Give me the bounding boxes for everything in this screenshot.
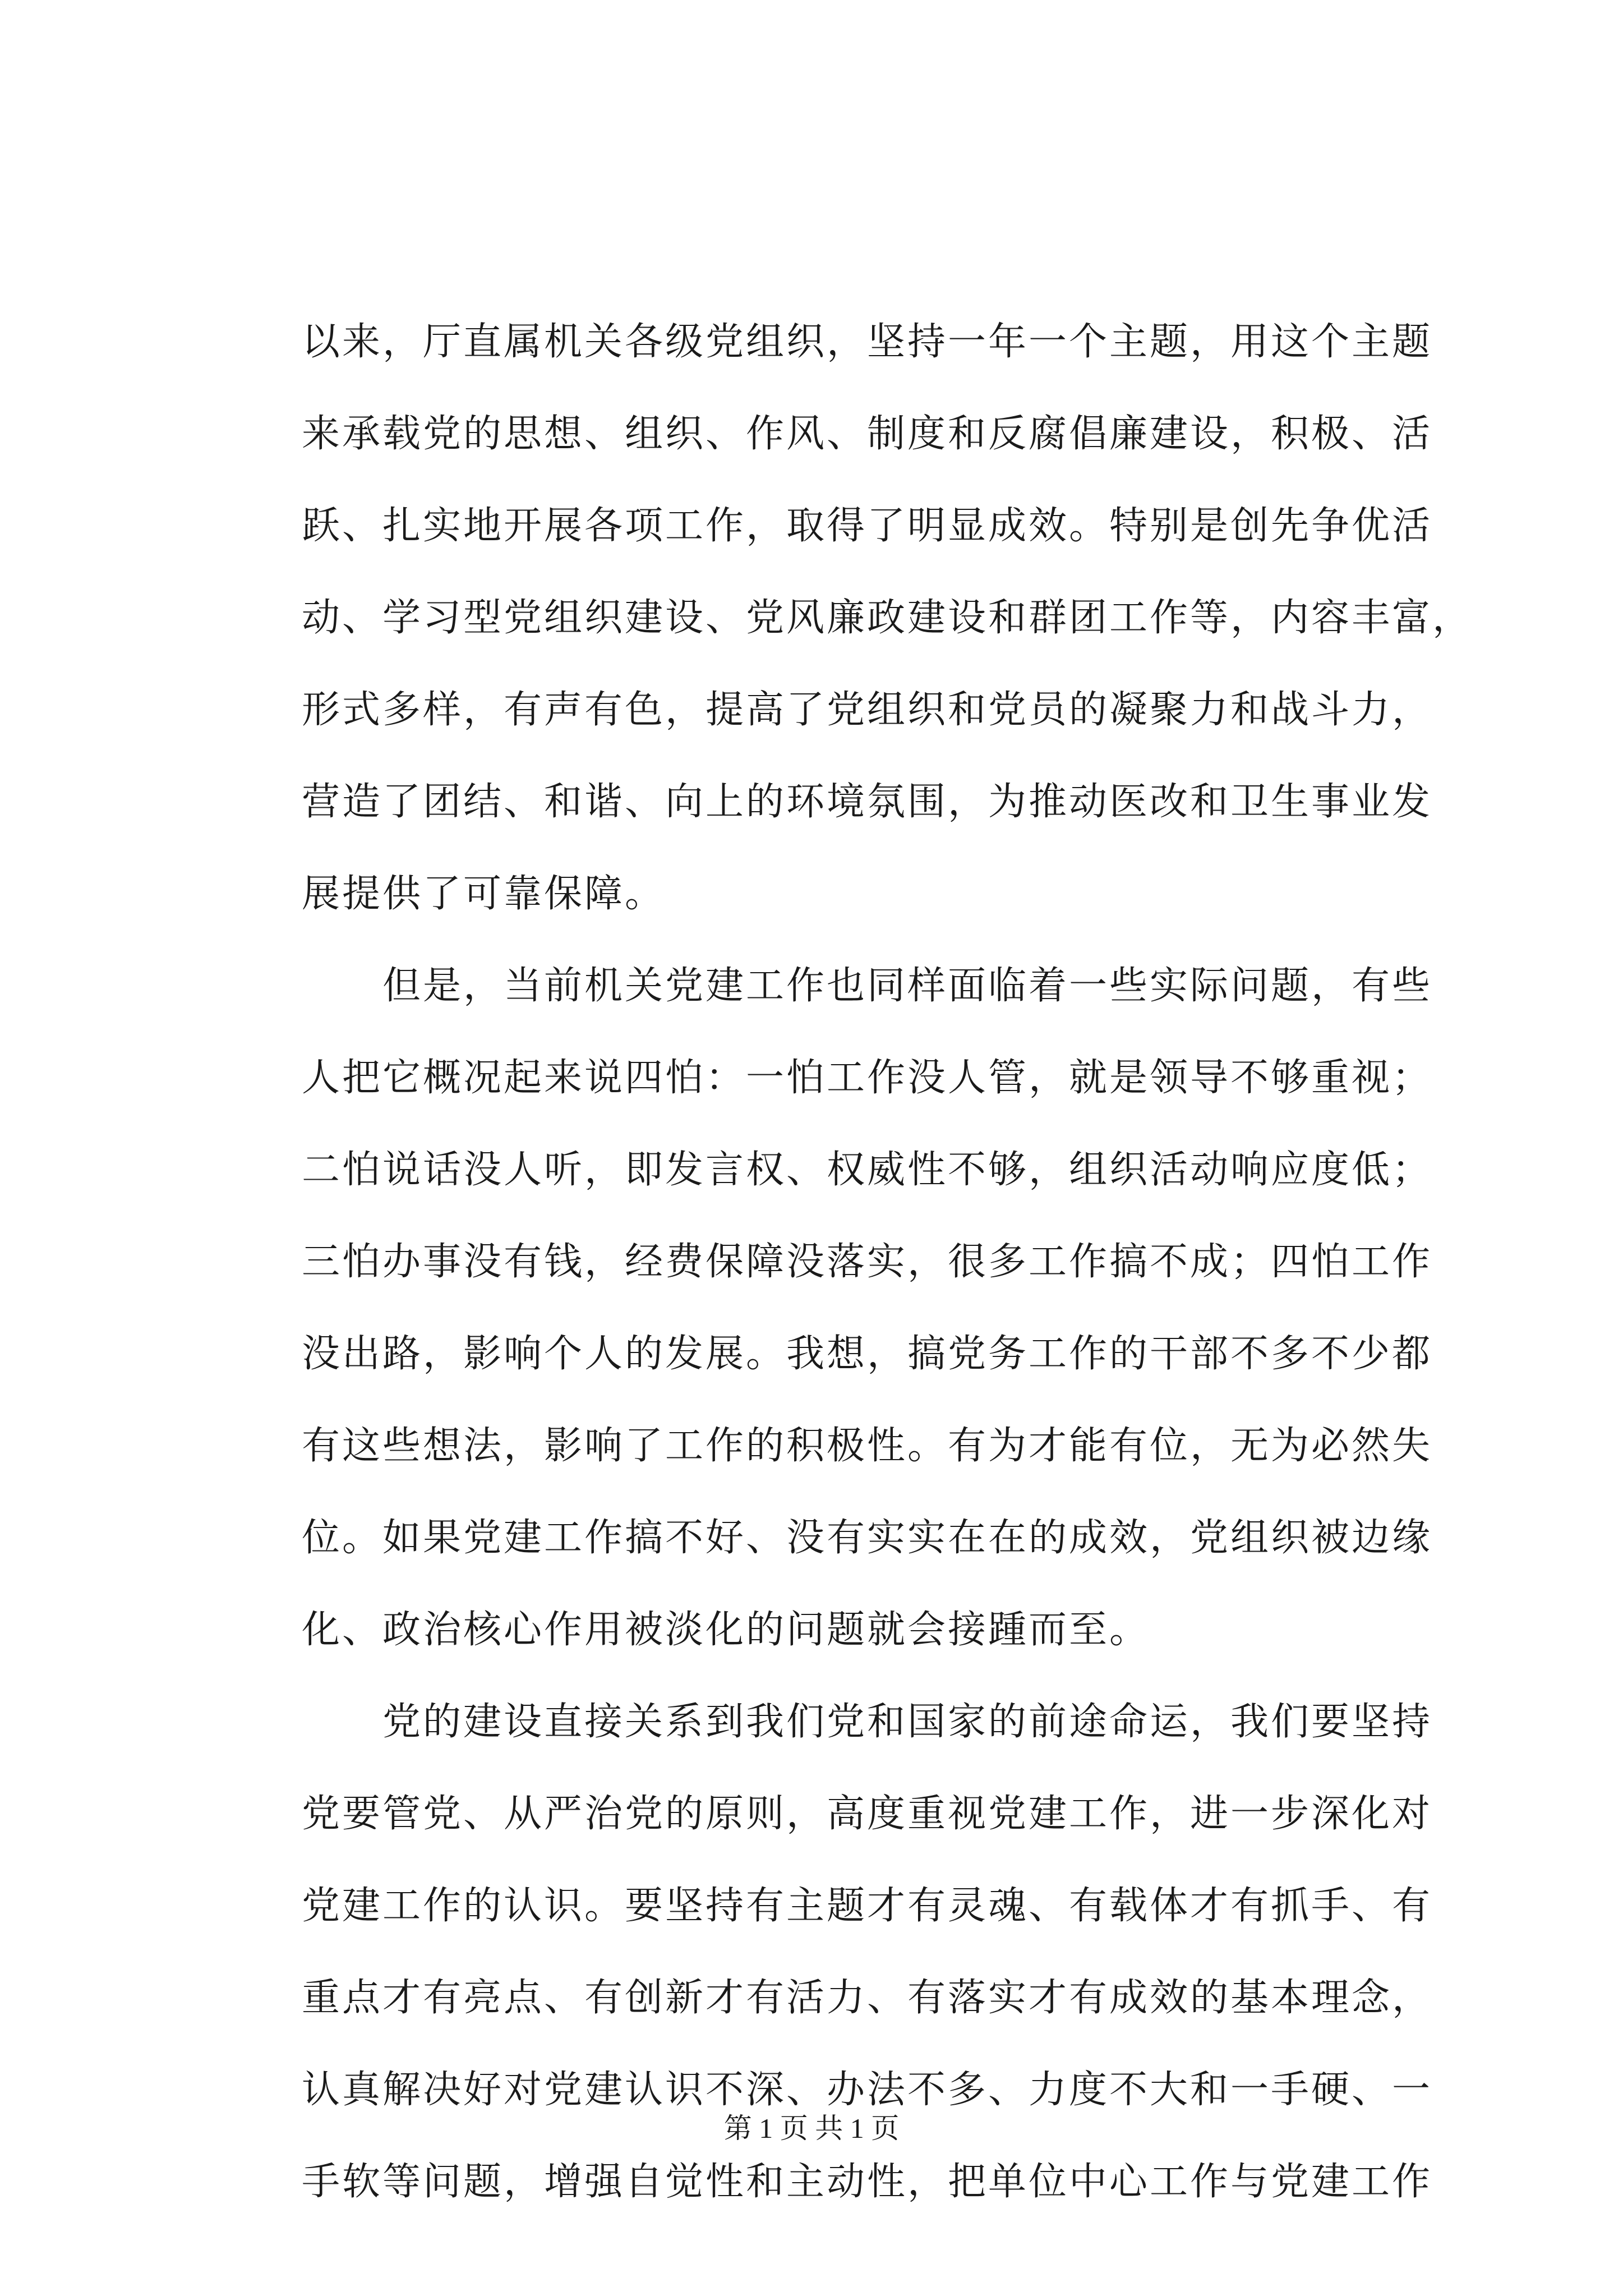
text-line: 化、政治核心作用被淡化的问题就会接踵而至。 bbox=[302, 1608, 1150, 1652]
text-line: 没出路，影响个人的发展。我想，搞党务工作的干部不多不少都 bbox=[302, 1332, 1433, 1376]
text-line: 党要管党、从严治党的原则，高度重视党建工作，进一步深化对 bbox=[302, 1792, 1433, 1836]
page-number-footer: 第 1 页 共 1 页 bbox=[723, 2113, 900, 2144]
text-line: 党建工作的认识。要坚持有主题才有灵魂、有载体才有抓手、有 bbox=[302, 1884, 1433, 1928]
text-line: 人把它概况起来说四怕：一怕工作没人管，就是领导不够重视； bbox=[302, 1056, 1433, 1100]
paragraph-1 bbox=[302, 296, 1473, 940]
paragraph-2 bbox=[302, 940, 1433, 1676]
text-line: 以来，厅直属机关各级党组织，坚持一年一个主题，用这个主题 bbox=[302, 320, 1433, 364]
text-line: 重点才有亮点、有创新才有活力、有落实才有成效的基本理念， bbox=[302, 1976, 1433, 2020]
text-line: 三怕办事没有钱，经费保障没落实，很多工作搞不成；四怕工作 bbox=[302, 1240, 1433, 1284]
paragraph-3 bbox=[302, 1676, 1433, 2228]
text-line: 但是，当前机关党建工作也同样面临着一些实际问题，有些 bbox=[382, 964, 1433, 1008]
text-line: 有这些想法，影响了工作的积极性。有为才能有位，无为必然失 bbox=[302, 1424, 1433, 1468]
text-line: 认真解决好对党建认识不深、办法不多、力度不大和一手硬、一 bbox=[302, 2068, 1433, 2112]
text-line: 来承载党的思想、组织、作风、制度和反腐倡廉建设，积极、活 bbox=[302, 412, 1433, 456]
text-line: 党的建设直接关系到我们党和国家的前途命运，我们要坚持 bbox=[382, 1700, 1433, 1744]
text-line: 跃、扎实地开展各项工作，取得了明显成效。特别是创先争优活 bbox=[302, 504, 1433, 548]
text-line: 营造了团结、和谐、向上的环境氛围，为推动医改和卫生事业发 bbox=[302, 780, 1433, 824]
text-line: 动、学习型党组织建设、党风廉政建设和群团工作等，内容丰富， bbox=[302, 596, 1473, 640]
text-line: 展提供了可靠保障。 bbox=[302, 872, 666, 916]
text-line: 形式多样，有声有色，提高了党组织和党员的凝聚力和战斗力， bbox=[302, 688, 1433, 732]
text-line: 手软等问题，增强自觉性和主动性，把单位中心工作与党建工作 bbox=[302, 2160, 1433, 2204]
text-line: 位。如果党建工作搞不好、没有实实在在的成效，党组织被边缘 bbox=[302, 1516, 1433, 1560]
document-body bbox=[302, 296, 1473, 2228]
text-line: 二怕说话没人听，即发言权、权威性不够，组织活动响应度低； bbox=[302, 1148, 1433, 1192]
